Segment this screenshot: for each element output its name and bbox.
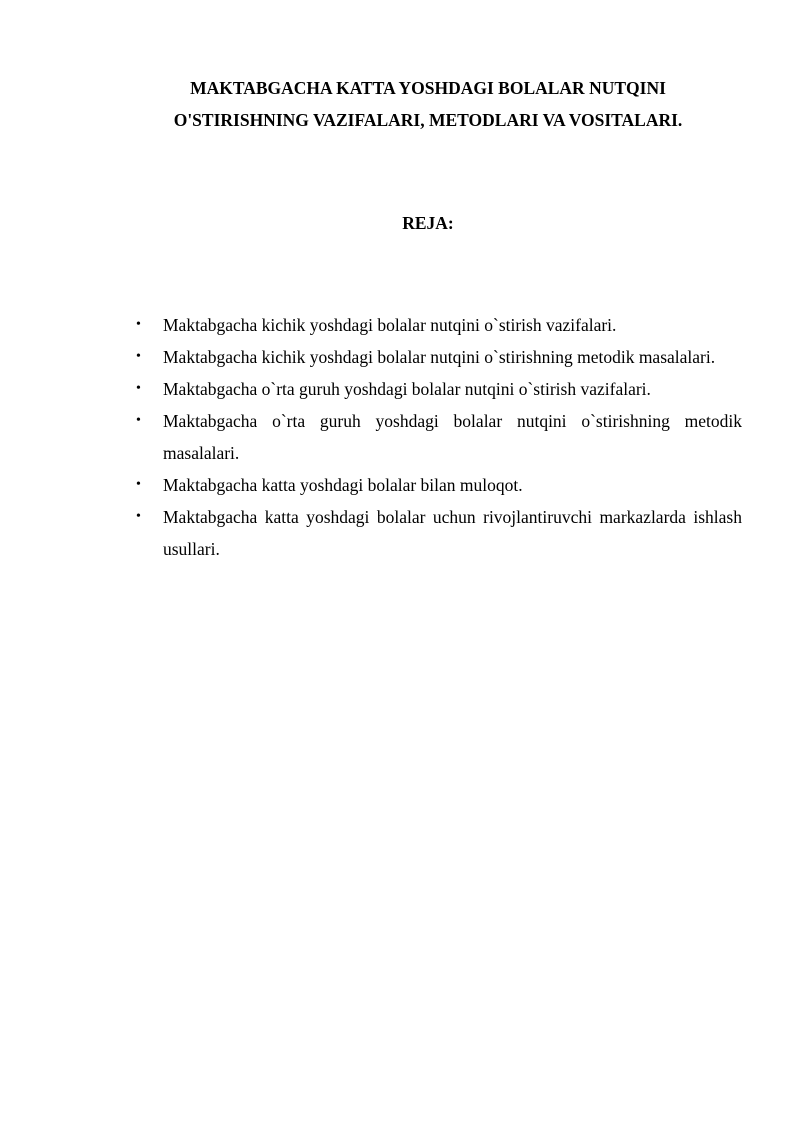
plan-item-1: [134, 309, 742, 341]
title-line-1: MAKTABGACHA KATTA YOSHDAGI BOLALAR NUTQINI: [190, 78, 666, 98]
plan-item-text: Maktabgacha katta yoshdagi bolalar bilan muloqot.: [163, 475, 523, 495]
plan-item-2: [134, 341, 742, 373]
bullet-icon: •: [136, 509, 141, 524]
bullet-icon: •: [136, 317, 141, 332]
bullet-icon: •: [136, 349, 141, 364]
plan-item-6: [134, 501, 742, 565]
document-title: [100, 72, 756, 136]
plan-item-3: [134, 373, 742, 405]
plan-list: [134, 309, 742, 565]
plan-item-4: [134, 405, 742, 469]
bullet-icon: •: [136, 413, 141, 428]
bullet-icon: •: [136, 381, 141, 396]
plan-item-text: Maktabgacha kichik yoshdagi bolalar nutqini o`stirishning metodik masalalari.: [163, 347, 716, 367]
plan-item-text: Maktabgacha o`rta guruh yoshdagi bolalar nutqini o`stirishning metodik masalalari.: [163, 411, 742, 463]
plan-item-text: Maktabgacha katta yoshdagi bolalar uchun rivojlantiruvchi markazlarda ishlash usullari.: [163, 507, 742, 559]
plan-item-text: Maktabgacha o`rta guruh yoshdagi bolalar nutqini o`stirish vazifalari.: [163, 379, 651, 399]
bullet-icon: •: [136, 477, 141, 492]
plan-heading: REJA:: [402, 213, 454, 233]
title-line-2: O'STIRISHNING VAZIFALARI, METODLARI VA VOSITALARI.: [173, 110, 683, 130]
plan-item-5: [134, 469, 742, 501]
plan-item-text: Maktabgacha kichik yoshdagi bolalar nutqini o`stirish vazifalari.: [163, 315, 617, 335]
